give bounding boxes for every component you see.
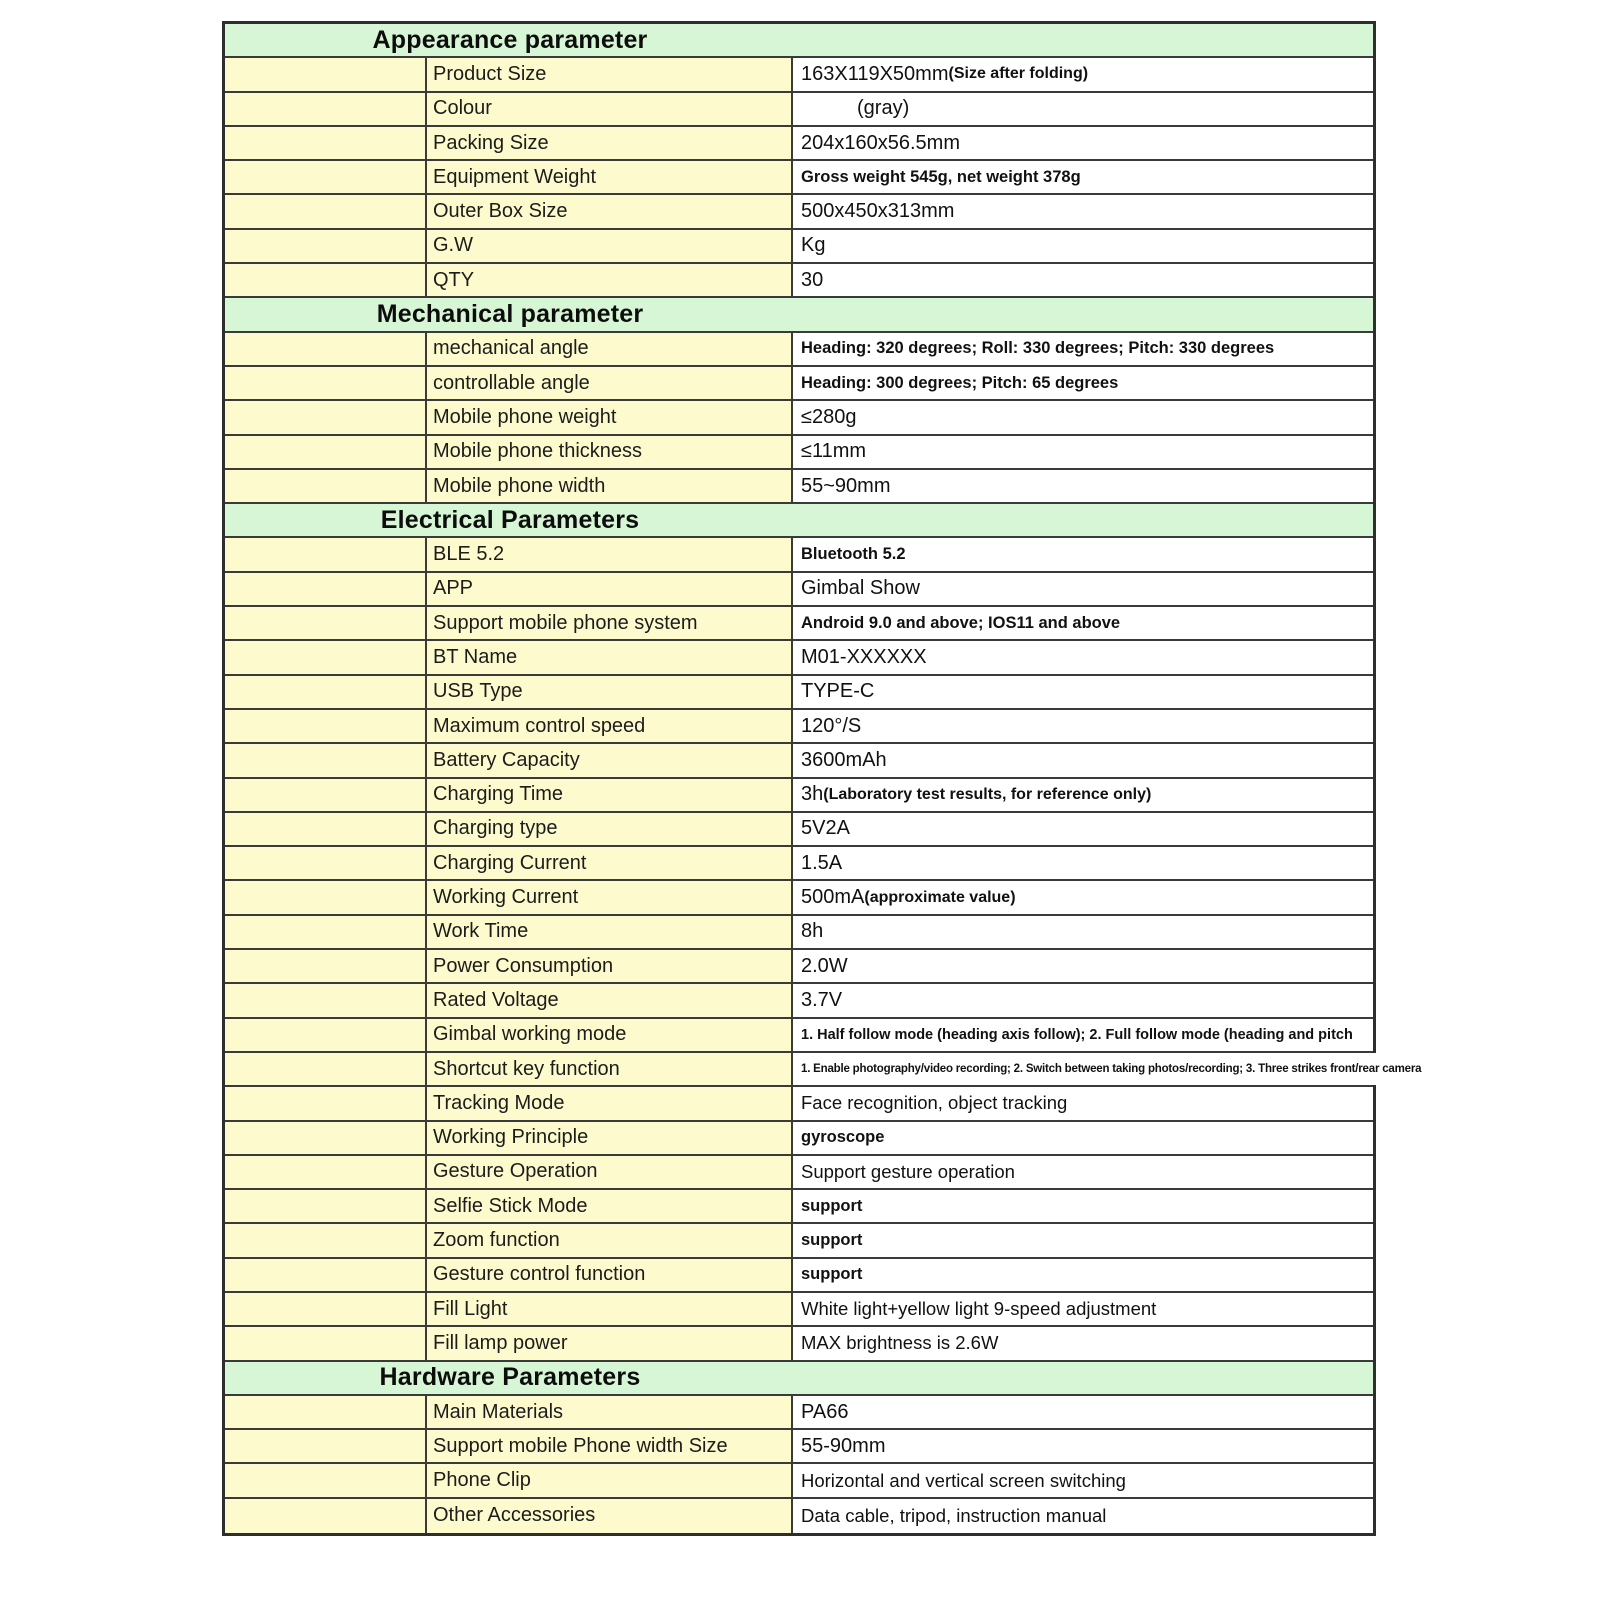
param-value-text: 8h (801, 920, 824, 943)
param-value-cell (793, 1464, 1373, 1496)
section-header-mechanical-parameter (225, 298, 1373, 332)
param-value-text: 55~90mm (801, 474, 891, 497)
spec-row-battery-capacity (225, 744, 1373, 778)
spec-row-fill-lamp-power (225, 1327, 1373, 1361)
param-name-cell: Phone Clip (427, 1464, 793, 1496)
spec-row-tracking-mode (225, 1087, 1373, 1121)
param-name-cell: Support mobile phone system (427, 607, 793, 639)
param-value-cell (793, 93, 1373, 125)
spec-row-shortcut-key-function (225, 1053, 1422, 1087)
param-value-cell (793, 607, 1373, 639)
param-value-cell (793, 538, 1373, 570)
spec-row-equipment-weight (225, 161, 1373, 195)
param-value-cell (793, 744, 1373, 776)
param-name-cell: Gesture control function (427, 1259, 793, 1291)
param-value-text: M01-XXXXXX (801, 645, 927, 668)
spec-row-product-size (225, 58, 1373, 92)
param-value-cell (793, 710, 1373, 742)
param-name-cell: BT Name (427, 641, 793, 673)
param-value-cell (793, 401, 1373, 433)
param-value-cell (793, 264, 1373, 296)
param-value-text: 500mA (801, 886, 865, 909)
param-value-cell (793, 676, 1373, 708)
param-value-cell (793, 1156, 1373, 1188)
spec-row-mechanical-angle (225, 333, 1373, 367)
param-value-cell (793, 1122, 1373, 1154)
spec-row-power-consumption (225, 950, 1373, 984)
row-spacer-cell (225, 1430, 427, 1462)
param-value-text: (gray) (857, 97, 910, 120)
spec-row-other-accessories (225, 1499, 1373, 1533)
row-spacer-cell (225, 984, 427, 1016)
param-value-text: Gimbal Show (801, 577, 920, 600)
param-value-cell (793, 813, 1373, 845)
spec-row-gimbal-working-mode (225, 1019, 1373, 1053)
row-spacer-cell (225, 1190, 427, 1222)
param-name-cell: Outer Box Size (427, 195, 793, 227)
param-value-text: support (801, 1231, 863, 1250)
param-value-text: support (801, 1196, 863, 1215)
row-spacer-cell (225, 436, 427, 468)
param-value-cell (793, 641, 1373, 673)
spec-row-ble-5-2 (225, 538, 1373, 572)
param-value-cell (793, 1259, 1373, 1291)
param-value-cell (793, 1293, 1373, 1325)
spec-row-mobile-phone-weight (225, 401, 1373, 435)
param-name-cell: APP (427, 573, 793, 605)
row-spacer-cell (225, 1396, 427, 1428)
param-value-text: 120°/S (801, 714, 862, 737)
spec-row-support-mobile-phone-system (225, 607, 1373, 641)
spec-row-working-current (225, 881, 1373, 915)
spec-row-outer-box-size (225, 195, 1373, 229)
spec-row-gesture-control-function (225, 1259, 1373, 1293)
param-value-text: 163X119X50mm (801, 62, 949, 85)
row-spacer-cell (225, 401, 427, 433)
param-value-cell (793, 1224, 1373, 1256)
row-spacer-cell (225, 676, 427, 708)
row-spacer-cell (225, 1259, 427, 1291)
product-spec-table (222, 21, 1422, 1536)
spec-row-charging-time (225, 779, 1373, 813)
param-name-cell: Gesture Operation (427, 1156, 793, 1188)
section-header-hardware-parameters (225, 1362, 1373, 1396)
section-title: Appearance parameter (372, 25, 648, 54)
param-value-text: Face recognition, object tracking (801, 1092, 1068, 1114)
row-spacer-cell (225, 333, 427, 365)
param-value-text: 1. Half follow mode (heading axis follow); 2. Full follow mode (heading and pitch (801, 1026, 1353, 1043)
param-name-cell: Charging Time (427, 779, 793, 811)
section-title: Hardware Parameters (379, 1363, 641, 1392)
spec-row-g-w (225, 230, 1373, 264)
param-value-cell (793, 58, 1373, 90)
spec-row-packing-size (225, 127, 1373, 161)
param-value-cell (793, 1019, 1373, 1051)
param-value-cell (793, 470, 1373, 502)
param-name-cell: Fill lamp power (427, 1327, 793, 1359)
spec-row-mobile-phone-width (225, 470, 1373, 504)
param-value-cell (793, 127, 1373, 159)
row-spacer-cell (225, 744, 427, 776)
param-value-cell (793, 1396, 1373, 1428)
section-title: Electrical Parameters (380, 505, 640, 534)
param-name-cell: Work Time (427, 916, 793, 948)
param-name-cell: Gimbal working mode (427, 1019, 793, 1051)
param-name-cell: BLE 5.2 (427, 538, 793, 570)
param-name-cell: Packing Size (427, 127, 793, 159)
row-spacer-cell (225, 641, 427, 673)
param-value-text: gyroscope (801, 1128, 885, 1147)
param-value-text: Support gesture operation (801, 1160, 1015, 1182)
param-value-text: 1. Enable photography/video recording; 2. Switch between taking photos/recording; 3. Three strikes front/rear camera (801, 1063, 1422, 1076)
row-spacer-cell (225, 58, 427, 90)
param-value-cell (793, 367, 1373, 399)
param-name-cell: G.W (427, 230, 793, 262)
param-value-text: support (801, 1265, 863, 1284)
param-value-text: Bluetooth 5.2 (801, 545, 906, 564)
param-value-text: 3600mAh (801, 748, 887, 771)
param-value-text: Data cable, tripod, instruction manual (801, 1504, 1107, 1526)
param-name-cell: Support mobile Phone width Size (427, 1430, 793, 1462)
param-value-cell (793, 230, 1373, 262)
spec-row-bt-name (225, 641, 1373, 675)
param-value-text: White light+yellow light 9-speed adjustment (801, 1298, 1157, 1320)
param-value-text: 5V2A (801, 817, 850, 840)
param-value-cell (793, 1327, 1373, 1359)
row-spacer-cell (225, 367, 427, 399)
param-name-cell: Colour (427, 93, 793, 125)
param-value-cell (793, 847, 1373, 879)
row-spacer-cell (225, 470, 427, 502)
row-spacer-cell (225, 779, 427, 811)
row-spacer-cell (225, 127, 427, 159)
param-value-text: Kg (801, 234, 826, 257)
param-name-cell: Equipment Weight (427, 161, 793, 193)
param-name-cell: Mobile phone thickness (427, 436, 793, 468)
spec-row-gesture-operation (225, 1156, 1373, 1190)
param-name-cell: Charging Current (427, 847, 793, 879)
param-name-cell: Main Materials (427, 1396, 793, 1428)
param-name-cell: Zoom function (427, 1224, 793, 1256)
param-value-cell (793, 1053, 1421, 1085)
row-spacer-cell (225, 230, 427, 262)
param-name-cell: Working Current (427, 881, 793, 913)
row-spacer-cell (225, 1224, 427, 1256)
row-spacer-cell (225, 1053, 427, 1085)
row-spacer-cell (225, 573, 427, 605)
row-spacer-cell (225, 916, 427, 948)
spec-row-qty (225, 264, 1373, 298)
spec-row-working-principle (225, 1122, 1373, 1156)
spec-row-zoom-function (225, 1224, 1373, 1258)
spec-row-fill-light (225, 1293, 1373, 1327)
row-spacer-cell (225, 1499, 427, 1533)
param-value-cell (793, 1190, 1373, 1222)
spec-row-maximum-control-speed (225, 710, 1373, 744)
param-name-cell: Mobile phone width (427, 470, 793, 502)
param-value-text: 55-90mm (801, 1434, 886, 1457)
param-value-text: 30 (801, 268, 824, 291)
param-name-cell: QTY (427, 264, 793, 296)
spec-row-support-mobile-phone-width-size (225, 1430, 1373, 1464)
param-value-text: ≤11mm (801, 440, 867, 463)
spec-row-colour (225, 93, 1373, 127)
param-name-cell: Charging type (427, 813, 793, 845)
param-value-text: TYPE-C (801, 680, 875, 703)
row-spacer-cell (225, 538, 427, 570)
param-value-text: 500x450x313mm (801, 200, 955, 223)
row-spacer-cell (225, 93, 427, 125)
section-title: Mechanical parameter (376, 300, 644, 329)
row-spacer-cell (225, 607, 427, 639)
param-value-text: 3.7V (801, 988, 843, 1011)
row-spacer-cell (225, 1122, 427, 1154)
param-value-text: MAX brightness is 2.6W (801, 1332, 999, 1354)
row-spacer-cell (225, 881, 427, 913)
param-value-cell (793, 881, 1373, 913)
param-value-note: (approximate value) (864, 888, 1016, 906)
param-value-text: 2.0W (801, 954, 848, 977)
spec-row-app (225, 573, 1373, 607)
spec-row-phone-clip (225, 1464, 1373, 1498)
param-value-text: Heading: 300 degrees; Pitch: 65 degrees (801, 373, 1119, 392)
param-name-cell: Power Consumption (427, 950, 793, 982)
row-spacer-cell (225, 1156, 427, 1188)
param-name-cell: Other Accessories (427, 1499, 793, 1533)
param-name-cell: Tracking Mode (427, 1087, 793, 1119)
spec-row-rated-voltage (225, 984, 1373, 1018)
param-value-cell (793, 1430, 1373, 1462)
param-value-text: 3h (801, 783, 824, 806)
param-value-text: ≤280g (801, 405, 857, 428)
row-spacer-cell (225, 1464, 427, 1496)
param-value-text: Gross weight 545g, net weight 378g (801, 167, 1081, 186)
param-name-cell: USB Type (427, 676, 793, 708)
spec-row-work-time (225, 916, 1373, 950)
param-value-note: (Size after folding) (948, 65, 1089, 83)
param-value-cell (793, 984, 1373, 1016)
param-value-cell (793, 195, 1373, 227)
section-header-appearance-parameter (225, 24, 1373, 58)
row-spacer-cell (225, 1019, 427, 1051)
param-value-text: 1.5A (801, 851, 843, 874)
param-value-cell (793, 333, 1373, 365)
param-value-text: 204x160x56.5mm (801, 131, 960, 154)
param-value-cell (793, 161, 1373, 193)
spec-row-mobile-phone-thickness (225, 436, 1373, 470)
spec-row-charging-current (225, 847, 1373, 881)
param-name-cell: mechanical angle (427, 333, 793, 365)
section-header-electrical-parameters (225, 504, 1373, 538)
row-spacer-cell (225, 1087, 427, 1119)
spec-row-controllable-angle (225, 367, 1373, 401)
param-name-cell: Rated Voltage (427, 984, 793, 1016)
row-spacer-cell (225, 195, 427, 227)
spec-row-usb-type (225, 676, 1373, 710)
spec-row-selfie-stick-mode (225, 1190, 1373, 1224)
param-name-cell: Selfie Stick Mode (427, 1190, 793, 1222)
param-name-cell: Shortcut key function (427, 1053, 793, 1085)
spec-row-main-materials (225, 1396, 1373, 1430)
param-name-cell: Mobile phone weight (427, 401, 793, 433)
param-value-cell (793, 436, 1373, 468)
param-value-cell (793, 1087, 1373, 1119)
param-name-cell: Maximum control speed (427, 710, 793, 742)
param-value-cell (793, 779, 1373, 811)
param-value-cell (793, 1499, 1373, 1533)
param-value-cell (793, 950, 1373, 982)
row-spacer-cell (225, 1327, 427, 1359)
row-spacer-cell (225, 264, 427, 296)
param-name-cell: Fill Light (427, 1293, 793, 1325)
param-value-text: Heading: 320 degrees; Roll: 330 degrees; Pitch: 330 degrees (801, 339, 1275, 358)
param-value-note: (Laboratory test results, for reference only) (823, 785, 1152, 803)
param-value-text: Horizontal and vertical screen switching (801, 1469, 1126, 1491)
row-spacer-cell (225, 710, 427, 742)
param-name-cell: controllable angle (427, 367, 793, 399)
row-spacer-cell (225, 813, 427, 845)
param-name-cell: Battery Capacity (427, 744, 793, 776)
row-spacer-cell (225, 1293, 427, 1325)
row-spacer-cell (225, 847, 427, 879)
param-name-cell: Working Principle (427, 1122, 793, 1154)
row-spacer-cell (225, 950, 427, 982)
param-value-text: Android 9.0 and above; IOS11 and above (801, 613, 1121, 632)
param-value-cell (793, 573, 1373, 605)
param-value-cell (793, 916, 1373, 948)
param-value-text: PA66 (801, 1400, 849, 1423)
param-name-cell: Product Size (427, 58, 793, 90)
row-spacer-cell (225, 161, 427, 193)
spec-row-charging-type (225, 813, 1373, 847)
